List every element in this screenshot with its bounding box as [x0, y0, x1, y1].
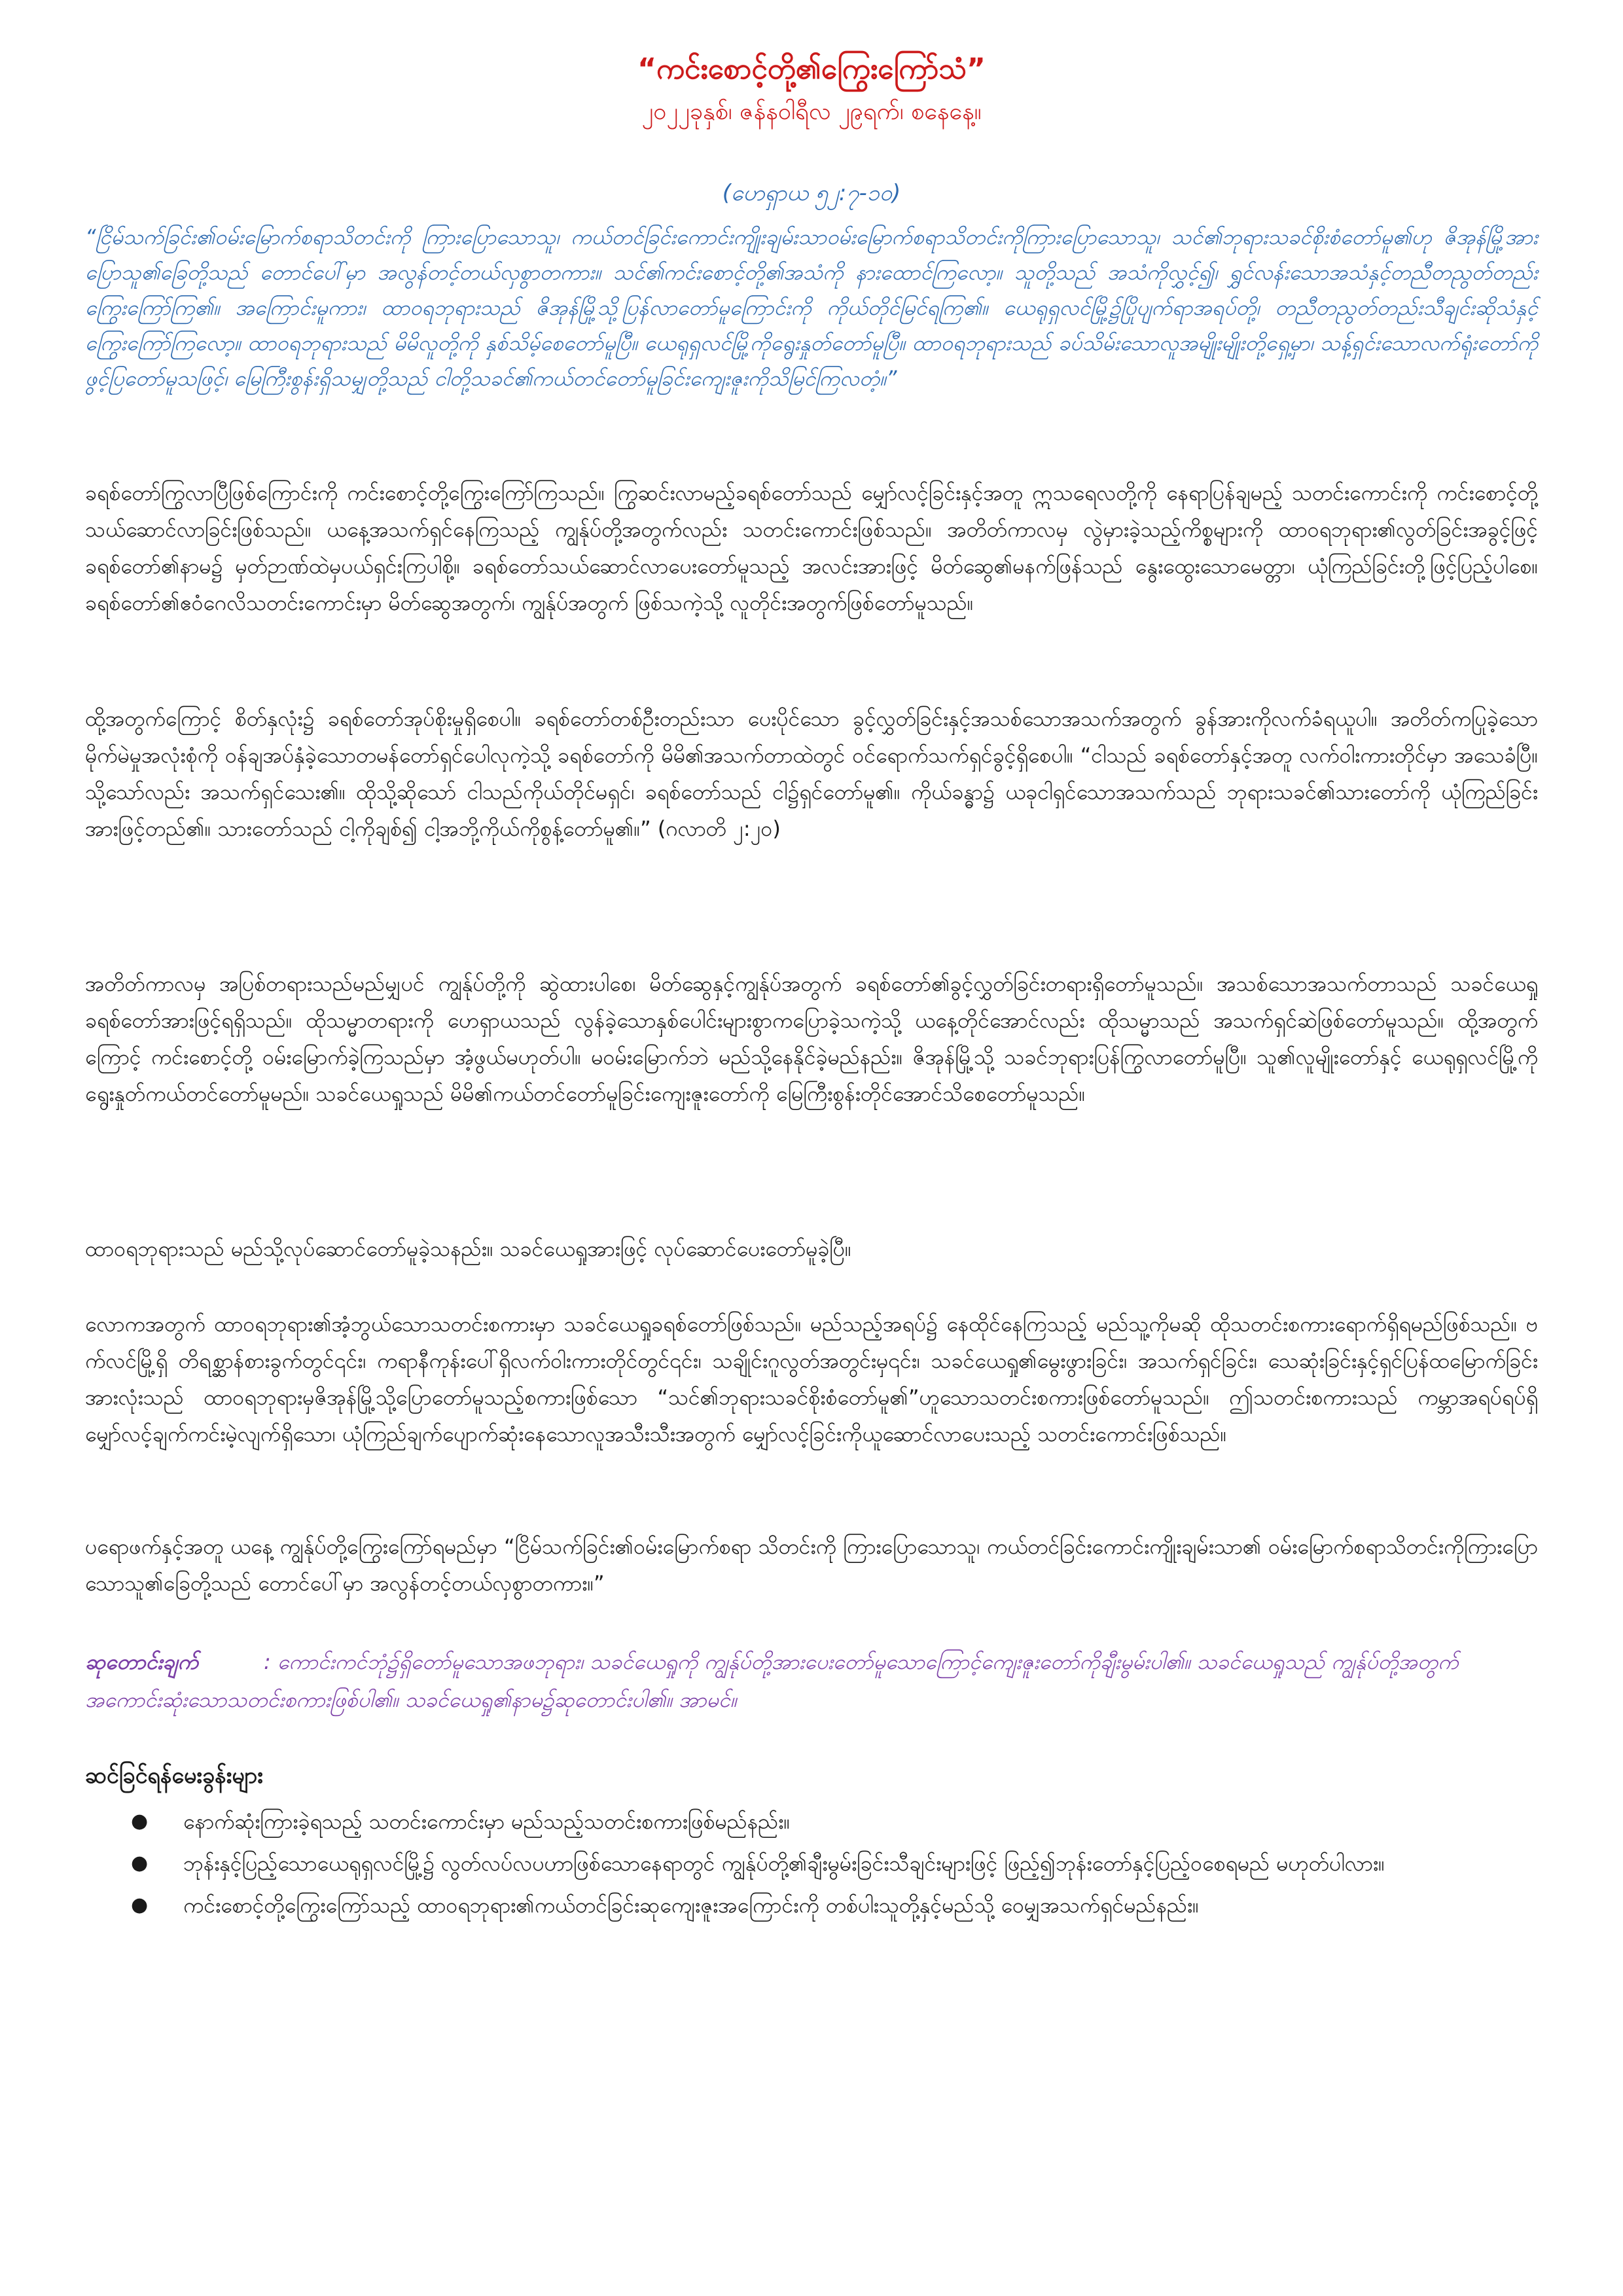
- body-paragraph-4: ထာဝရဘုရားသည် မည်သို့လုပ်ဆောင်တော်မူခဲ့သနည်း။ သခင်ယေရှုအားဖြင့် လုပ်ဆောင်ပေးတော်မူခဲ့ပြီ။: [85, 1236, 851, 1261]
- questions-list: [85, 1803, 1538, 1929]
- question-text: ဘုန်းနှင့်ပြည့်သောယေရုရှလင်မြို့၌ လွတ်လပ်လပဟာဖြစ်သောနေရာတွင် ကျွန်ုပ်တို့၏ချီးမွမ်းခြင်းသီချင်းများဖြင့် ဖြည့်၍ဘုန်းတော်နှင့်ပြည့်ဝစေရမည် မဟုတ်ပါလား။: [183, 1851, 1385, 1876]
- body-paragraph-2: ထို့အတွက်ကြောင့် စိတ်နှလုံး၌ ခရစ်တော်အုပ်စိုးမှုရှိစေပါ။ ခရစ်တော်တစ်ဦးတည်းသာ ပေးပိုင်သော ခွင့်လွှတ်ခြင်းနှင့်အသစ်သောအသက်အတွက် ခွန်အားကိုလက်ခံရယူပါ။ အတိတ်ကပြုခဲ့သော မိုက်မဲမှုအလုံးစုံကို ဝန်ချအပ်နှံခဲ့သောတမန်တော်ရှင်ပေါလုကဲ့သို့ ခရစ်တော်ကို မိမိ၏အသက်တာထဲတွင် ဝင်ရောက်သက်ရှင်ခွင့်ရှိစေပါ။ “ငါသည် ခရစ်တော်နှင့်အတူ လက်ဝါးကားတိုင်မှာ အသေခံပြီ။ သို့သော်လည်း အသက်ရှင်သေး၏။ ထိုသို့ဆိုသော် ငါသည်ကိုယ်တိုင်မရှင်၊ ခရစ်တော်သည် ငါ၌ရှင်တော်မူ၏။ ကိုယ်ခန္ဓာ၌ ယခုငါရှင်သောအသက်သည် ဘုရားသခင်၏သားတော်ကို ယုံကြည်ခြင်းအားဖြင့်တည်၏။ သားတော်သည် ငါ့ကိုချစ်၍ ငါ့အဘို့ကိုယ်ကိုစွန့်တော်မူ၏။” (ဂလာတိ ၂:၂၀): [85, 706, 1538, 841]
- list-item: [85, 1803, 1538, 1840]
- page-title: “ကင်းစောင့်တို့၏ကြွေးကြော်သံ”: [637, 52, 986, 86]
- bullet-icon: ●: [131, 1893, 149, 1916]
- prayer-block: [85, 1643, 1538, 1719]
- list-item: [85, 1845, 1538, 1882]
- scripture-reference: (ဟေရှာယ ၅၂:၇-၁၀): [722, 180, 901, 206]
- prayer-label: ဆုတောင်းချက်: [85, 1649, 198, 1674]
- bullet-icon: ●: [131, 1810, 149, 1833]
- scripture-passage: “ငြိမ်သက်ခြင်း၏ဝမ်းမြောက်စရာသိတင်းကို ကြားပြောသောသူ၊ ကယ်တင်ခြင်းကောင်းကျိုးချမ်းသာဝမ်းမြောက်စရာသိတင်းကိုကြားပြောသောသူ၊ သင်၏ဘုရားသခင်စိုးစံတော်မူ၏ဟု ဇိအုန်မြို့အားပြောသူ၏ခြေတို့သည် တောင်ပေါ်မှာ အလွန်တင့်တယ်လှစွာတကား။ သင်၏ကင်းစောင့်တို့၏အသံကို နားထောင်ကြလော့။ သူတို့သည် အသံကိုလွှင့်၍၊ ရွှင်လန်းသောအသံနှင့်တညီတညွတ်တည်းကြွေးကြော်ကြ၏။ အကြောင်းမူကား၊ ထာဝရဘုရားသည် ဇိအုန်မြို့သို့ပြန်လာတော်မူကြောင်းကို ကိုယ်တိုင်မြင်ရကြ၏။ ယေရုရှလင်မြို့၌ပြိုပျက်ရာအရပ်တို့၊ တညီတညွတ်တည်းသီချင်းဆိုသံနှင့် ကြွေးကြော်ကြလော့။ ထာဝရဘုရားသည် မိမိလူတို့ကို နှစ်သိမ့်စေတော်မူပြီ။ ယေရုရှလင်မြို့ကိုရွေးနှုတ်တော်မူပြီ။ ထာဝရဘုရားသည် ခပ်သိမ်းသောလူအမျိုးမျိုးတို့ရှေ့မှာ၊ သန့်ရှင်းသောလက်ရုံးတော်ကို ဖွင့်ပြတော်မူသဖြင့်၊ မြေကြီးစွန်းရှိသမျှတို့သည် ငါတို့သခင်၏ကယ်တင်တော်မူခြင်းကျေးဇူးကိုသိမြင်ကြလတံ့။”: [85, 224, 1538, 391]
- date-line: ၂၀၂၂ခုနှစ်၊ ဇန်နဝါရီလ ၂၉ရက်၊ စနေနေ့။: [641, 98, 982, 125]
- question-text: နောက်ဆုံးကြားခဲ့ရသည့် သတင်းကောင်းမှာ မည်သည့်သတင်းစကားဖြစ်မည်နည်း။: [183, 1809, 790, 1834]
- body-paragraph-6: ပရောဖက်နှင့်အတူ ယနေ့ ကျွန်ုပ်တို့ကြွေးကြော်ရမည်မှာ “ငြိမ်သက်ခြင်း၏ဝမ်းမြောက်စရာ သိတင်းကို ကြားပြောသောသူ၊ ကယ်တင်ခြင်းကောင်းကျိုးချမ်းသာ၏ ဝမ်းမြောက်စရာသိတင်းကိုကြားပြောသောသူ၏ခြေတို့သည် တောင်ပေါ်မှာ အလွန်တင့်တယ်လှစွာတကား။”: [85, 1534, 1538, 1596]
- body-paragraph-3: အတိတ်ကာလမှ အပြစ်တရားသည်မည်မျှပင် ကျွန်ုပ်တို့ကို ဆွဲထားပါစေ၊ မိတ်ဆွေနှင့်ကျွန်ုပ်အတွက် ခရစ်တော်၏ခွင့်လွှတ်ခြင်းတရားရှိတော်မူသည်။ အသစ်သောအသက်တာသည် သခင်ယေရှုခရစ်တော်အားဖြင့်ရရှိသည်။ ထိုသမ္မာတရားကို ဟေရှာယသည် လွန်ခဲ့သောနှစ်ပေါင်းများစွာကပြောခဲ့သကဲ့သို့ ယနေ့တိုင်အောင်လည်း ထိုသမ္မာသည် အသက်ရှင်ဆဲဖြစ်တော်မူသည်။ ထို့အတွက်ကြောင့် ကင်းစောင့်တို့ ဝမ်းမြောက်ခဲ့ကြသည်မှာ အံ့ဖွယ်မဟုတ်ပါ။ မဝမ်းမြောက်ဘဲ မည်သို့နေနိုင်ခဲ့မည်နည်း။ ဇိအုန်မြို့သို့ သခင်ဘုရားပြန်ကြွလာတော်မူပြီ။ သူ၏လူမျိုးတော်နှင့် ယေရုရှလင်မြို့ကိုရွေးနှုတ်ကယ်တင်တော်မူမည်။ သခင်ယေရှုသည် မိမိ၏ကယ်တင်တော်မူခြင်းကျေးဇူးတော်ကို မြေကြီးစွန်းတိုင်အောင်သိစေတော်မူသည်။: [85, 971, 1538, 1106]
- list-item: [85, 1887, 1538, 1924]
- question-text: ကင်းစောင့်တို့ကြွေးကြော်သည့် ထာဝရဘုရား၏ကယ်တင်ခြင်းဆုကျေးဇူးအကြောင်းကို တစ်ပါးသူတို့နှင့်မည်သို့ ဝေမျှအသက်ရှင်မည်နည်း။: [183, 1893, 1199, 1918]
- body-paragraph-5: လောကအတွက် ထာဝရဘုရား၏အံ့ဘွယ်သောသတင်းစကားမှာ သခင်ယေရှုခရစ်တော်ဖြစ်သည်။ မည်သည့်အရပ်၌ နေထိုင်နေကြသည့် မည်သူ့ကိုမဆို ထိုသတင်းစကားရောက်ရှိရမည်ဖြစ်သည်။ ဗက်လင်မြို့ရှိ တိရစ္ဆာန်စားခွက်တွင်၎င်း၊ ကရာနီကုန်းပေါ်ရှိလက်ဝါးကားတိုင်တွင်၎င်း၊ သချိုင်းဂူလွတ်အတွင်းမှ၎င်း၊ သခင်ယေရှု၏မွေးဖွားခြင်း၊ အသက်ရှင်ခြင်း၊ သေဆုံးခြင်းနှင့်ရှင်ပြန်ထမြောက်ခြင်းအားလုံးသည် ထာဝရဘုရားမှဇိအုန်မြို့သို့ပြောတော်မူသည့်စကားဖြစ်သော “သင်၏ဘုရားသခင်စိုးစံတော်မူ၏”ဟူသောသတင်းစကားဖြစ်တော်မူသည်။ ဤသတင်းစကားသည် ကမ္ဘာအရပ်ရပ်ရှိ မျှော်လင့်ချက်ကင်းမဲ့လျက်ရှိသော၊ ယုံကြည်ချက်ပျောက်ဆုံးနေသောလူအသီးသီးအတွက် မျှော်လင့်ခြင်းကိုယူဆောင်လာပေးသည့် သတင်းကောင်းဖြစ်သည်။: [85, 1312, 1539, 1446]
- questions-heading: ဆင်ခြင်ရန်မေးခွန်းများ: [85, 1763, 263, 1789]
- body-paragraph-1: ခရစ်တော်ကြွလာပြီဖြစ်ကြောင်းကို ကင်းစောင့်တို့ကြွေးကြော်ကြသည်။ ကြွဆင်းလာမည့်ခရစ်တော်သည် မျှော်လင့်ခြင်းနှင့်အတူ ဣသရေလတို့ကို နေရာပြန်ချမည့် သတင်းကောင်းကို ကင်းစောင့်တို့သယ်ဆောင်လာခြင်းဖြစ်သည်။ ယနေ့အသက်ရှင်နေကြသည့် ကျွန်ုပ်တို့အတွက်လည်း သတင်းကောင်းဖြစ်သည်။ အတိတ်ကာလမှ လွဲမှားခဲ့သည့်ကိစ္စများကို ထာဝရဘုရား၏လွတ်ခြင်းအခွင့်ဖြင့်ခရစ်တော်၏နာမ၌ မှတ်ဉာဏ်ထဲမှပယ်ရှင်းကြပါစို့။ ခရစ်တော်သယ်ဆောင်လာပေးတော်မူသည့် အလင်းအားဖြင့် မိတ်ဆွေ၏မနက်ဖြန်သည် နွေးထွေးသောမေတ္တာ၊ ယုံကြည်ခြင်းတို့ဖြင့်ပြည့်ပါစေ။ ခရစ်တော်၏ဧဝံဂေလိသတင်းကောင်းမှာ မိတ်ဆွေအတွက်၊ ကျွန်ုပ်အတွက် ဖြစ်သကဲ့သို့ လူတိုင်းအတွက်ဖြစ်တော်မူသည်။: [85, 480, 1538, 615]
- bullet-icon: ●: [131, 1852, 149, 1874]
- prayer-text: : ကောင်းကင်ဘုံ၌ရှိတော်မူသောအဖဘုရား၊ သခင်ယေရှုကို ကျွန်ုပ်တို့အားပေးတော်မူသောကြောင့်ကျေးဇူးတော်ကိုချီးမွမ်းပါ၏။ သခင်ယေရှုသည် ကျွန်ုပ်တို့အတွက် အကောင်းဆုံးသောသတင်းစကားဖြစ်ပါ၏။ သခင်ယေရှု၏နာမ၌ဆုတောင်းပါ၏။ အာမင်။: [85, 1649, 1459, 1712]
